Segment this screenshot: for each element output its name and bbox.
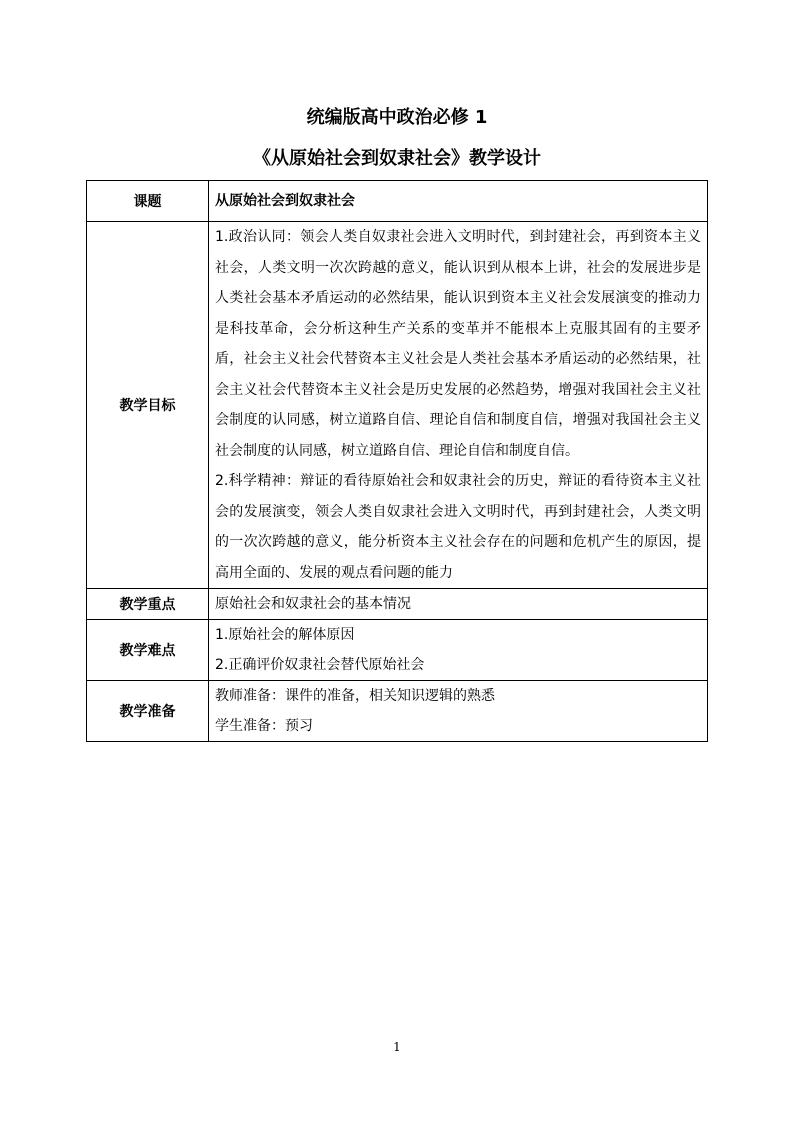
table-row-preparation bbox=[87, 681, 708, 742]
topic-value: 从原始社会到奴隶社会 bbox=[209, 181, 708, 222]
table-row-difficulties bbox=[87, 620, 708, 681]
preparation-label: 教学准备 bbox=[87, 681, 209, 742]
objective-science: 2.科学精神：辩证的看待原始社会和奴隶社会的历史，辩证的看待资本主义社会的发展演变，领会人类自奴隶社会进入文明时代，再到封建社会，人类文明的一次次跨越的意义，能分析资本主义社会存在的问题和危机产生的原因，提高用全面的、发展的观点看问题的能力 bbox=[215, 473, 701, 581]
document-title: 统编版高中政治必修 1 bbox=[306, 107, 488, 128]
lesson-plan-table bbox=[86, 180, 708, 742]
key-points-value: 原始社会和奴隶社会的基本情况 bbox=[209, 589, 708, 620]
page-number: 1 bbox=[393, 1040, 401, 1054]
key-points-label: 教学重点 bbox=[87, 589, 209, 620]
topic-label: 课题 bbox=[87, 181, 209, 222]
difficulties-label: 教学难点 bbox=[87, 620, 209, 681]
preparation-item: 教师准备：课件的准备，相关知识逻辑的熟悉 bbox=[215, 688, 495, 704]
document-subtitle: 《从原始社会到奴隶社会》教学设计 bbox=[253, 148, 541, 169]
objective-political: 1.政治认同：领会人类自奴隶社会进入文明时代，到封建社会，再到资本主义社会，人类文明一次次跨越的意义，能认识到从根本上讲，社会的发展进步是人类社会基本矛盾运动的必然结果，能认识到资本主义社会发展演变的推动力是科技革命，会分析这种生产关系的变革并不能根本上克服其固有的主要矛盾，社会主义社会代替资本主义社会是人类社会基本矛盾运动的必然结果，社会主义社会代替资本主义社会是历史发展的必然趋势，增强对我国社会主义社会制度的认同感，树立道路自信、理论自信和制度自信，增强对我国社会主义社会制度的认同感，树立道路自信、理论自信和制度自信。 bbox=[215, 229, 701, 459]
difficulty-item: 1.原始社会的解体原因 bbox=[215, 627, 355, 643]
table-row-objectives bbox=[87, 222, 708, 589]
objectives-label: 教学目标 bbox=[87, 222, 209, 589]
table-row-key-points bbox=[87, 589, 708, 620]
preparation-content bbox=[209, 681, 708, 742]
difficulties-content bbox=[209, 620, 708, 681]
difficulty-item: 2.正确评价奴隶社会替代原始社会 bbox=[215, 657, 425, 673]
table-row-topic bbox=[87, 181, 708, 222]
objectives-content bbox=[209, 222, 708, 589]
preparation-item: 学生准备：预习 bbox=[215, 718, 313, 734]
